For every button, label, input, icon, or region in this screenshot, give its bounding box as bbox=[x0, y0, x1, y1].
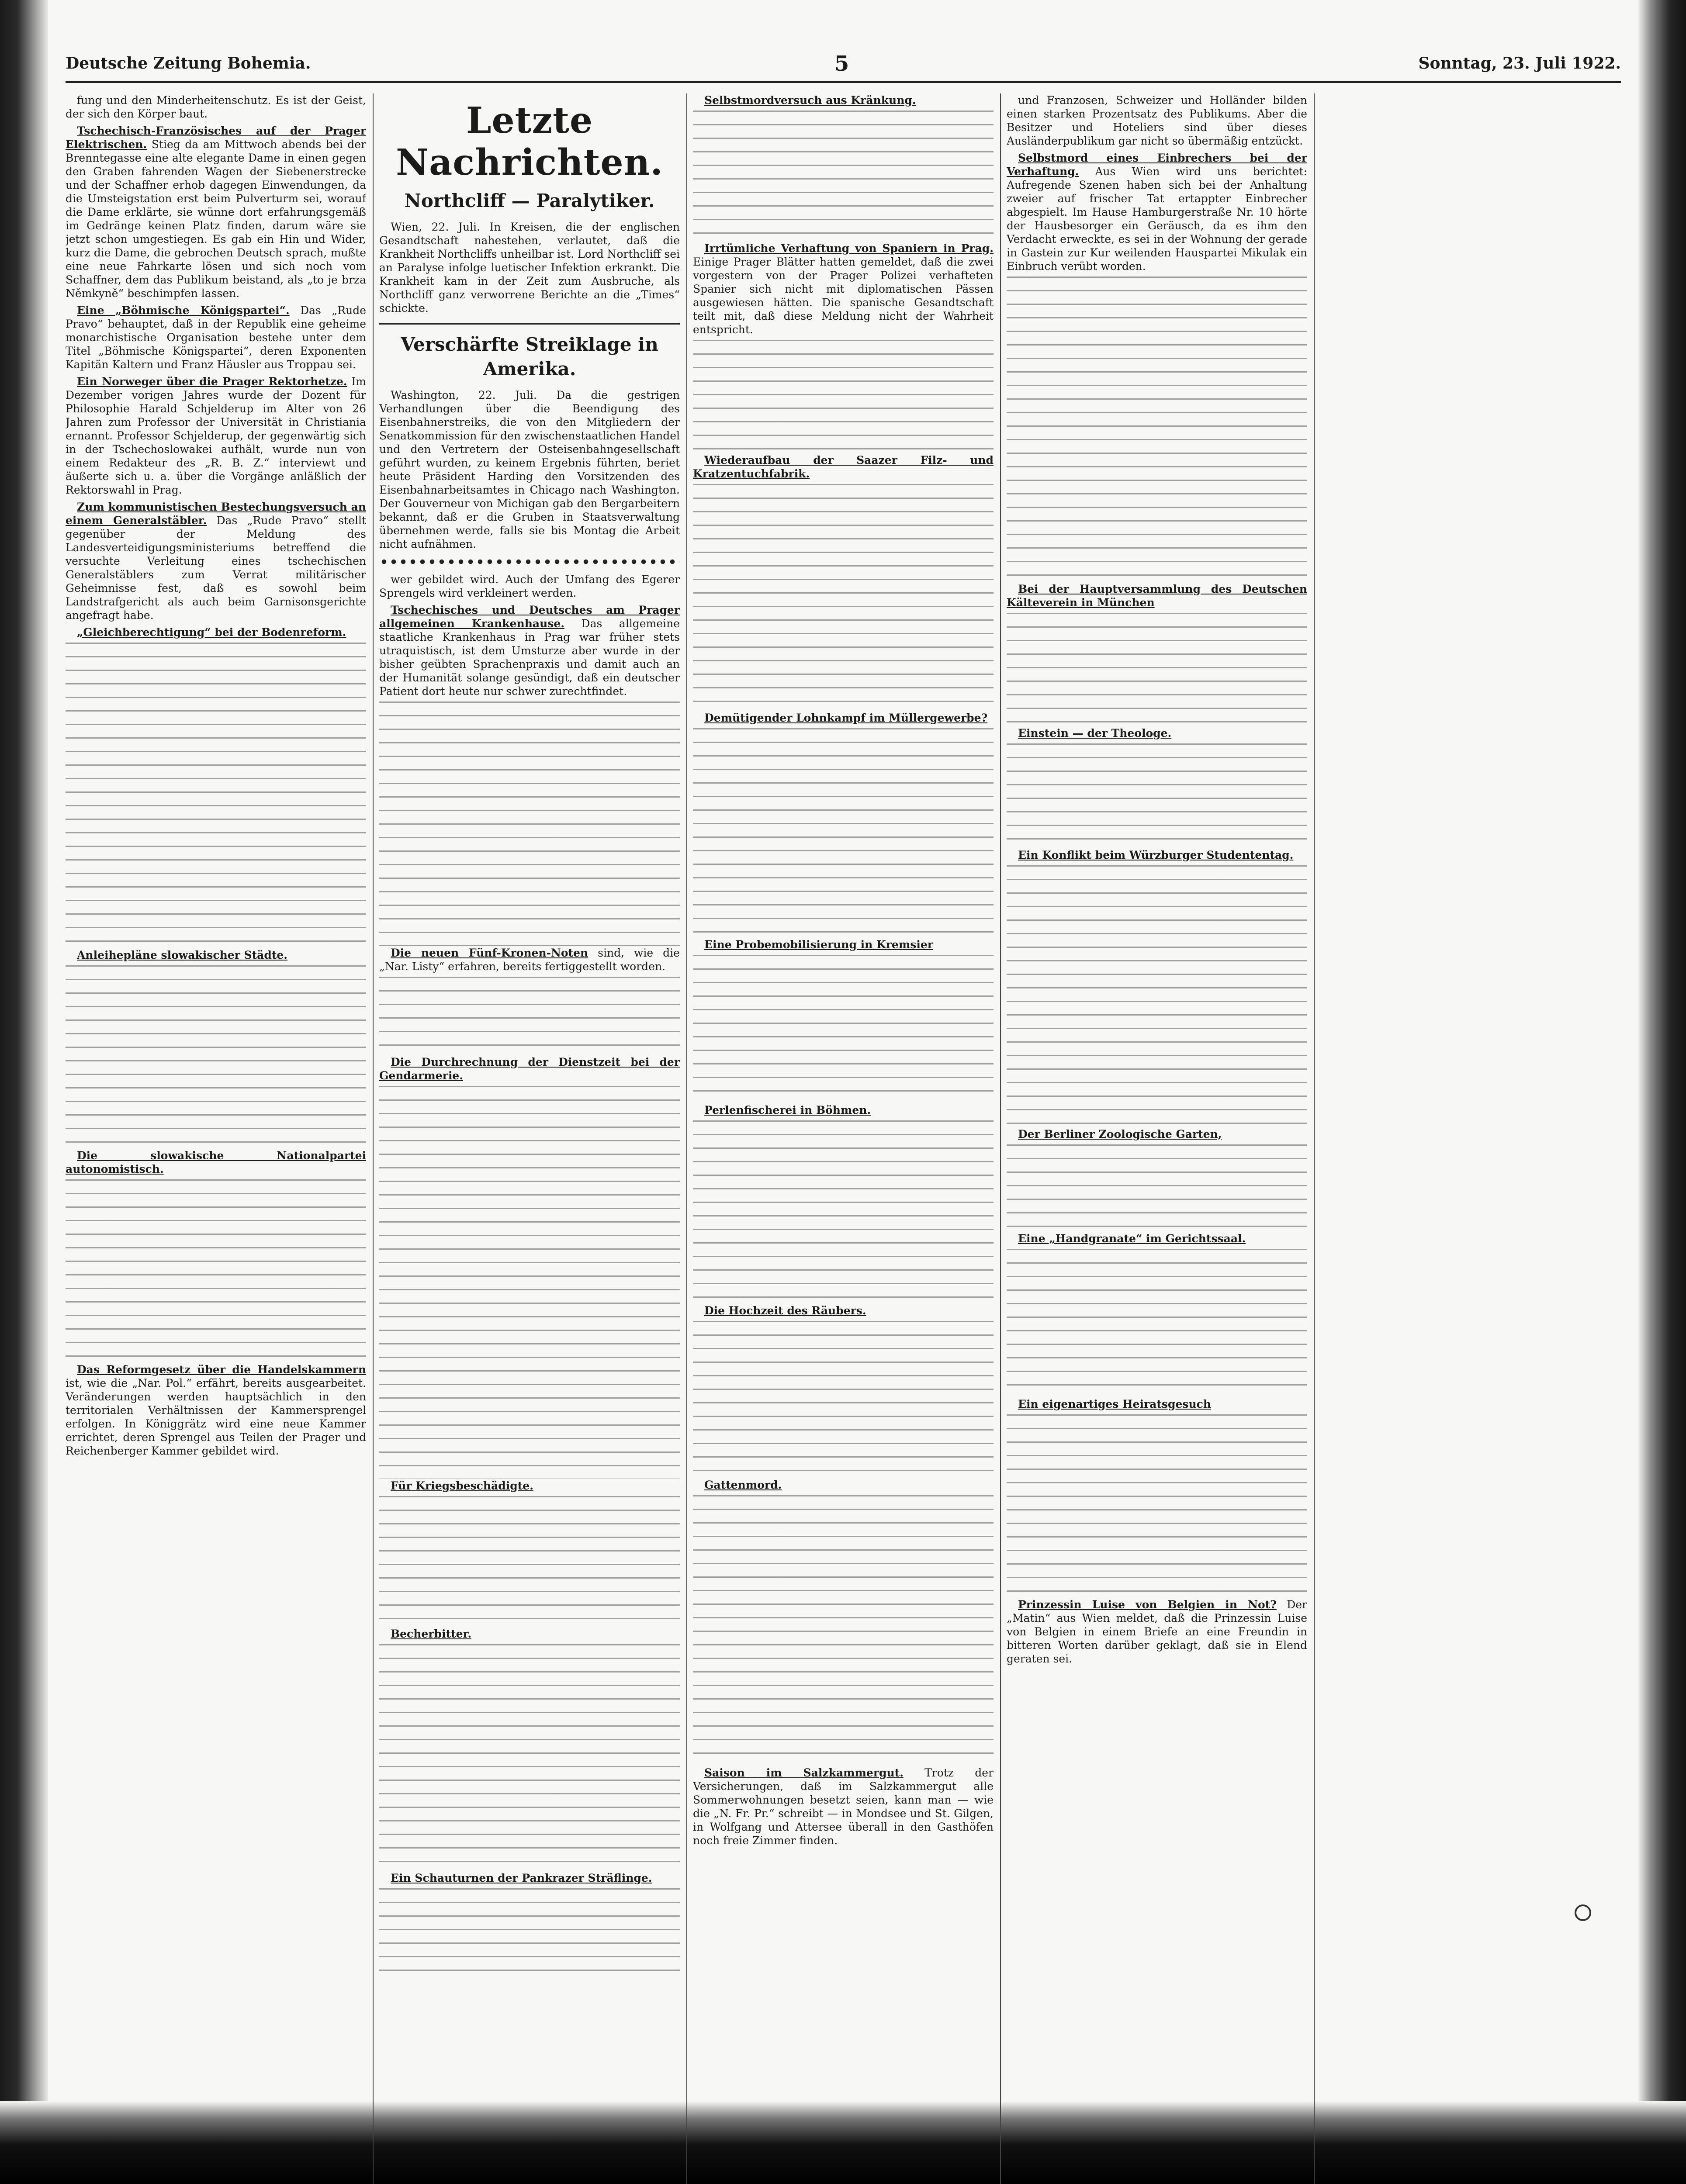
scan-border-right bbox=[1638, 0, 1686, 2184]
article-text bbox=[693, 93, 994, 107]
column-5-margin bbox=[1320, 93, 1621, 2184]
text-lines bbox=[693, 340, 994, 453]
text-lines bbox=[66, 643, 366, 948]
column-divider bbox=[686, 93, 687, 2184]
article-text bbox=[1007, 151, 1307, 273]
article-text bbox=[379, 946, 680, 973]
text-lines bbox=[379, 977, 680, 1055]
article-text bbox=[693, 1478, 994, 1492]
article-text bbox=[1007, 726, 1307, 740]
text-lines bbox=[693, 1321, 994, 1478]
column-1 bbox=[66, 93, 366, 2184]
article-heading: Ein Schauturnen der Pankrazer Sträflinge. bbox=[391, 1872, 652, 1884]
article-heading: Bei der Hauptversammlung des Deutschen Kälteverein in München bbox=[1007, 583, 1307, 609]
column-2 bbox=[379, 93, 680, 2184]
article-heading: Die Hochzeit des Räubers. bbox=[704, 1304, 866, 1317]
article-text: fung und den Minderheitenschutz. Es ist der Geist, der sich den Körper baut. bbox=[66, 94, 366, 120]
article-body: Das „Rude Pravo“ behauptet, daß in der Republik eine geheime monarchistische Organisation bestehe unter dem Titel „Böhmische Königspartei“, deren Exponenten Kapitän Kaltern und Franz Häusler aus Troppau sei. bbox=[66, 304, 366, 371]
news-item: Washington, 22. Juli. Da die gestrigen Verhandlungen über die Beendigung des Eisenbahnerstreiks, die von den Mitgliedern der Senatkommission für den zwischenstaatlichen Handel und den Vertretern der Osteisenbahngesellschaft geführt wurden, zu keinem Ergebnis führten, beriet heute Präsident Harding den Vorsitzenden des Eisenbahnarbeitsamtes in Chicago nach Washington. Der Gouverneur von Michigan gab den Bergarbeitern bekannt, daß er die Gruben in Staatsverwaltung übernehmen werde, falls sie bis Montag die Arbeit nicht aufnähmen. bbox=[379, 389, 680, 550]
article-text bbox=[693, 1304, 994, 1317]
article-text bbox=[66, 304, 366, 371]
text-lines bbox=[379, 1644, 680, 1871]
article-body: Im Dezember vorigen Jahres wurde der Dozent für Philosophie Harald Schjelderup im Alter von 26 Jahren zum Professor der Universität in Christiania ernannt. Professor Schjelderup, der gegenwärtig sich in der Tschechoslowakei aufhält, wurde nun von einem Redakteur des „R. B. Z.“ interviewt und äußerte sich u. a. über die Vorgänge anläßlich der Rektorswahl in Prag. bbox=[66, 375, 366, 496]
text-lines bbox=[379, 1086, 680, 1479]
article-text bbox=[693, 711, 994, 725]
issue-date: Sonntag, 23. Juli 1922. bbox=[1418, 54, 1621, 73]
article-text bbox=[66, 1149, 366, 1176]
text-lines bbox=[1007, 743, 1307, 848]
article-body: Aus Wien wird uns berichtet: Aufregende Szenen haben sich bei der Anhaltung zweier auf frischer Tat ertappter Einbrecher abgespielt. Im Hause Hamburgerstraße Nr. 10 hörte der Hausbesorger ein Geräusch, da es ihm den Verdacht erweckte, es sei in der Wohnung der gerade in Gastein zur Kur weilenden Hauspartei Mikulak ein Einbruch verübt worden. bbox=[1007, 165, 1307, 273]
article-body: Einige Prager Blätter hatten gemeldet, daß die zwei vorgestern von der Prager Polizei verhafteten Spanier sich nicht mit diplomatischen Pässen ausgewiesen hätten. Die spanische Gesandtschaft teilt mit, daß diese Meldung nicht der Wahrheit entspricht. bbox=[693, 256, 994, 336]
text-lines bbox=[693, 955, 994, 1103]
article-text bbox=[379, 1055, 680, 1082]
article-text bbox=[693, 1103, 994, 1117]
text-lines bbox=[693, 484, 994, 711]
article-body: ist, wie die „Nar. Pol.“ erfährt, bereits ausgearbeitet. Veränderungen werden hauptsächlich in den territorialen Verhältnissen der Kammersprengel erfolgen. In Königgrätz wird eine neue Kammer errichtet, deren Sprengel aus Teilen der Prager und Reichenberger Kammer gebildet wird. bbox=[66, 1377, 366, 1457]
article-body: Trotz der Versicherungen, daß im Salzkammergut alle Sommerwohnungen besetzt seien, kann man — wie die „N. Fr. Pr.“ schreibt — in Mondsee und St. Gilgen, in Wolfgang und Attersee überall in den Gasthöfen noch freie Zimmer finden. bbox=[693, 1766, 994, 1847]
article-heading: Tschechisches und Deutsches am Prager allgemeinen Krankenhause. bbox=[379, 604, 680, 630]
article-heading: Für Kriegsbeschädigte. bbox=[391, 1479, 533, 1492]
paper-title: Deutsche Zeitung Bohemia. bbox=[66, 54, 311, 73]
article-text bbox=[1007, 582, 1307, 609]
text-lines bbox=[379, 702, 680, 946]
article-body: sind, wie die „Nar. Listy“ erfahren, bereits fertiggestellt worden. bbox=[379, 947, 680, 973]
article-heading: Prinzessin Luise von Belgien in Not? bbox=[1018, 1598, 1277, 1611]
article-text bbox=[66, 500, 366, 622]
text-lines bbox=[1007, 1249, 1307, 1397]
article-heading: Eine „Handgranate“ im Gerichtssaal. bbox=[1018, 1232, 1246, 1245]
article-body: Das allgemeine staatliche Krankenhaus in Prag war früher stets utraquistisch, ist dem Umsturze aber wurde in der bisher geübten Sprachenpraxis und damit auch an der Humanität solange gesündigt, daß ein deutscher Patient dort heute nur schwer zurechtfindet. bbox=[379, 617, 680, 698]
text-lines bbox=[693, 1495, 994, 1766]
dotted-separator bbox=[379, 559, 680, 565]
article-heading: Einstein — der Theologe. bbox=[1018, 727, 1172, 740]
article-heading: Ein Konflikt beim Würzburger Studententag. bbox=[1018, 849, 1294, 861]
article-text bbox=[66, 375, 366, 497]
article-heading: Zum kommunistischen Bestechungsversuch an einem Generalstäbler. bbox=[66, 501, 366, 527]
text-lines bbox=[1007, 865, 1307, 1127]
text-lines bbox=[693, 728, 994, 938]
text-lines bbox=[693, 111, 994, 242]
article-text bbox=[1007, 1397, 1307, 1411]
news-item: Wien, 22. Juli. In Kreisen, die der englischen Gesandtschaft nahestehen, verlautet, daß die Krankheit Northcliffs unheilbar ist. Lord Northcliff sei an Paralyse infolge luetischer Infektion erkrankt. Die Krankheit kam in der Zeit zum Ausbruche, als Northcliff ganz verworrene Berichte an die „Times“ schickte. bbox=[379, 221, 680, 314]
column-divider bbox=[373, 93, 374, 2184]
article-text bbox=[379, 603, 680, 698]
article-heading: Ein eigenartiges Heiratsgesuch bbox=[1018, 1398, 1212, 1410]
article-text bbox=[66, 625, 366, 639]
text-lines bbox=[1007, 1414, 1307, 1598]
article-text bbox=[66, 948, 366, 962]
article-heading: Saison im Salzkammergut. bbox=[704, 1766, 904, 1779]
article-heading: Wiederaufbau der Saazer Filz- und Kratzentuchfabrik. bbox=[693, 454, 994, 480]
article-text bbox=[693, 1766, 994, 1847]
text-lines bbox=[1007, 613, 1307, 726]
header-rule bbox=[66, 81, 1621, 83]
text-lines bbox=[379, 1888, 680, 1976]
article-heading: Die slowakische Nationalpartei autonomistisch. bbox=[66, 1149, 366, 1175]
article-text bbox=[1007, 1127, 1307, 1141]
article-text bbox=[693, 453, 994, 480]
article-heading: Die neuen Fünf-Kronen-Noten bbox=[391, 947, 589, 959]
article-text bbox=[379, 1871, 680, 1885]
article-body: Der „Matin“ aus Wien meldet, daß die Prinzessin Luise von Belgien in einem Briefe an eine Freundin in bitteren Worten darüber geklagt, daß sie in Elend geraten sei. bbox=[1007, 1598, 1307, 1665]
article-text bbox=[379, 1479, 680, 1493]
text-lines bbox=[66, 1179, 366, 1363]
article-text bbox=[66, 1363, 366, 1458]
page-number: 5 bbox=[834, 52, 849, 76]
article-heading: Ein Norweger über die Prager Rektorhetze. bbox=[77, 375, 347, 388]
article-heading: Die Durchrechnung der Dienstzeit bei der Gendarmerie. bbox=[379, 1056, 680, 1082]
article-heading: Anleihepläne slowakischer Städte. bbox=[77, 949, 287, 961]
article-text: und Franzosen, Schweizer und Holländer bilden einen starken Prozentsatz des Publikums. Aber die Besitzer und Hoteliers sind über dieses Ausländerpublikum gar nicht so übermäßig entzückt. bbox=[1007, 94, 1307, 147]
section-headline: Letzte Nachrichten. bbox=[396, 100, 663, 183]
page-header bbox=[66, 52, 1621, 78]
article-heading: Selbstmord eines Einbrechers bei der Verhaftung. bbox=[1007, 152, 1307, 178]
article-text bbox=[1007, 848, 1307, 862]
article-text bbox=[1007, 1598, 1307, 1666]
article-heading: Tschechisch-Französisches auf der Prager Elektrischen. bbox=[66, 124, 366, 151]
article-text: wer gebildet wird. Auch der Umfang des Egerer Sprengels wird verkleinert werden. bbox=[379, 573, 680, 599]
punch-hole-mark bbox=[1575, 1904, 1591, 1921]
column-4 bbox=[1007, 93, 1307, 2184]
text-lines bbox=[379, 1496, 680, 1627]
article-heading: Gattenmord. bbox=[704, 1479, 782, 1491]
text-lines bbox=[66, 965, 366, 1149]
article-text bbox=[379, 1627, 680, 1641]
article-heading: Der Berliner Zoologische Garten, bbox=[1018, 1128, 1222, 1140]
text-lines bbox=[693, 1120, 994, 1304]
article-heading: Irrtümliche Verhaftung von Spaniern in Prag. bbox=[704, 242, 994, 255]
column-divider bbox=[1314, 93, 1315, 2184]
news-subhead: Northcliff — Paralytiker. bbox=[404, 190, 655, 211]
column-divider bbox=[1000, 93, 1001, 2184]
article-heading: Eine „Böhmische Königspartei“. bbox=[77, 304, 290, 317]
news-subhead: Verschärfte Streiklage in Amerika. bbox=[401, 334, 658, 380]
article-text bbox=[1007, 1232, 1307, 1245]
article-body: Das „Rude Pravo“ stellt gegenüber der Meldung des Landesverteidigungsministeriums betreffend die versuchte Verleitung eines tschechischen Generalstäblers zum Verrat militärischer Geheimnisse fest, daß es sowohl beim Landstrafgericht als auch beim Garnisonsgerichte angefragt habe. bbox=[66, 514, 366, 622]
article-heading: „Gleichberechtigung“ bei der Bodenreform. bbox=[77, 626, 346, 639]
article-heading: Becherbitter. bbox=[391, 1628, 472, 1640]
article-text bbox=[693, 242, 994, 336]
text-lines bbox=[1007, 1144, 1307, 1232]
article-heading: Perlenfischerei in Böhmen. bbox=[704, 1104, 871, 1116]
article-heading: Selbstmordversuch aus Kränkung. bbox=[704, 94, 916, 107]
article-text bbox=[693, 938, 994, 951]
newspaper-page bbox=[66, 52, 1621, 2184]
article-heading: Eine Probemobilisierung in Kremsier bbox=[704, 938, 933, 951]
article-heading: Demütigender Lohnkampf im Müllergewerbe? bbox=[704, 712, 988, 724]
column-3 bbox=[693, 93, 994, 2184]
article-body: Stieg da am Mittwoch abends bei der Brenntegasse eine alte elegante Dame in einen gegen den Graben fahrenden Wagen der Siebenerstrecke und der Schaffner erhob dagegen Einwendungen, da die Umsteigstation erst beim Pulverturm sei, worauf die Dame erklärte, sie wünne dort erfahrungsgemäß im Gedränge keinen Platz finden, darum wäre sie jetzt schon umgestiegen. Es gab ein Hin und Wider, kurz die Dame, die gebrochen Deutsch sprach, mußte eine neue Fahrkarte lösen und sich noch vom Schaffner, dem das Publikum beistand, als „to je brza Němkyně“ beschimpfen lassen. bbox=[66, 138, 366, 300]
article-heading: Das Reformgesetz über die Handelskammern bbox=[77, 1363, 366, 1376]
article-text bbox=[66, 124, 366, 300]
section-rule bbox=[379, 323, 680, 325]
text-lines bbox=[1007, 276, 1307, 582]
scan-border-left bbox=[0, 0, 48, 2184]
